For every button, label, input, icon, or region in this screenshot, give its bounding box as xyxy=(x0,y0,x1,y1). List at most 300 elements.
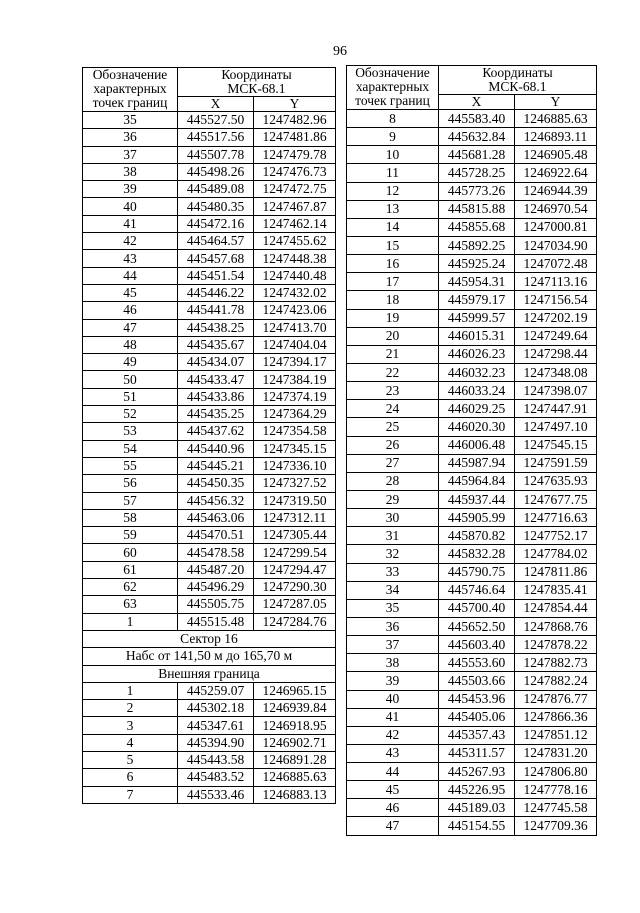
point-number-cell: 35 xyxy=(347,599,439,617)
y-coordinate-cell: 1246891.28 xyxy=(254,751,336,768)
sector-height-range: Набс от 141,50 м до 165,70 м xyxy=(83,648,336,665)
point-number-cell: 55 xyxy=(83,457,178,474)
y-coordinate-cell: 1246885.63 xyxy=(254,769,336,786)
y-coordinate-cell: 1247447.91 xyxy=(515,400,597,418)
point-number-cell: 5 xyxy=(83,751,178,768)
x-coordinate-cell: 445515.48 xyxy=(178,613,254,630)
y-coordinate-cell: 1247545.15 xyxy=(515,436,597,454)
x-coordinate-cell: 445259.07 xyxy=(178,682,254,699)
point-number-cell: 18 xyxy=(347,291,439,309)
y-coordinate-cell: 1246885.63 xyxy=(515,110,597,128)
designation-header: Обозначение характерных точек границ xyxy=(347,66,439,110)
point-number-cell: 47 xyxy=(83,319,178,336)
x-coordinate-cell: 445483.52 xyxy=(178,769,254,786)
x-coordinate-cell: 445456.32 xyxy=(178,492,254,509)
y-coordinate-cell: 1247398.07 xyxy=(515,382,597,400)
point-number-cell: 52 xyxy=(83,406,178,423)
y-coordinate-cell: 1247745.58 xyxy=(515,799,597,817)
y-coordinate-cell: 1247404.04 xyxy=(254,336,336,353)
point-number-cell: 56 xyxy=(83,475,178,492)
page-number: 96 xyxy=(333,44,347,59)
table-row xyxy=(347,327,597,345)
x-coordinate-cell: 445832.28 xyxy=(439,545,515,563)
x-coordinate-cell: 445267.93 xyxy=(439,763,515,781)
x-coordinate-cell: 445746.64 xyxy=(439,581,515,599)
table-row xyxy=(83,561,336,578)
point-number-cell: 9 xyxy=(347,128,439,146)
coordinates-header: Координаты МСК-68.1 xyxy=(178,68,336,97)
table-row xyxy=(83,457,336,474)
x-coordinate-cell: 445505.75 xyxy=(178,596,254,613)
point-number-cell: 40 xyxy=(83,198,178,215)
x-coordinate-cell: 445999.57 xyxy=(439,309,515,327)
point-number-cell: 21 xyxy=(347,345,439,363)
x-coordinate-cell: 446020.30 xyxy=(439,418,515,436)
y-coordinate-cell: 1247878.22 xyxy=(515,636,597,654)
y-coordinate-cell: 1246883.13 xyxy=(254,786,336,803)
table-row xyxy=(83,751,336,768)
table-row xyxy=(83,440,336,457)
coordinates-header: Координаты МСК-68.1 xyxy=(439,66,597,95)
point-number-cell: 59 xyxy=(83,527,178,544)
y-coordinate-cell: 1247806.80 xyxy=(515,763,597,781)
point-number-cell: 31 xyxy=(347,527,439,545)
x-coordinate-cell: 445583.40 xyxy=(439,110,515,128)
x-coordinate-cell: 445478.58 xyxy=(178,544,254,561)
x-coordinate-cell: 445443.58 xyxy=(178,751,254,768)
y-coordinate-cell: 1247202.19 xyxy=(515,309,597,327)
table-row xyxy=(347,110,597,128)
x-coordinate-cell: 445470.51 xyxy=(178,527,254,544)
table-row xyxy=(347,817,597,835)
table-row xyxy=(347,690,597,708)
x-coordinate-cell: 445496.29 xyxy=(178,579,254,596)
x-coordinate-cell: 445446.22 xyxy=(178,284,254,301)
table-row xyxy=(347,708,597,726)
y-coordinate-cell: 1247299.54 xyxy=(254,544,336,561)
y-coordinate-cell: 1246905.48 xyxy=(515,146,597,164)
y-coordinate-cell: 1247345.15 xyxy=(254,440,336,457)
point-number-cell: 12 xyxy=(347,182,439,200)
point-number-cell: 30 xyxy=(347,509,439,527)
x-coordinate-cell: 445435.25 xyxy=(178,406,254,423)
y-coordinate-cell: 1247394.17 xyxy=(254,354,336,371)
table-row xyxy=(347,128,597,146)
table-row xyxy=(347,255,597,273)
point-number-cell: 7 xyxy=(83,786,178,803)
x-coordinate-cell: 446032.23 xyxy=(439,363,515,381)
y-coordinate-cell: 1247327.52 xyxy=(254,475,336,492)
point-number-cell: 10 xyxy=(347,146,439,164)
x-coordinate-cell: 445979.17 xyxy=(439,291,515,309)
table-row xyxy=(83,181,336,198)
y-coordinate-cell: 1247423.06 xyxy=(254,302,336,319)
x-coordinate-cell: 445453.96 xyxy=(439,690,515,708)
point-number-cell: 43 xyxy=(83,250,178,267)
y-coordinate-cell: 1247778.16 xyxy=(515,781,597,799)
y-coordinate-cell: 1247851.12 xyxy=(515,726,597,744)
point-number-cell: 16 xyxy=(347,255,439,273)
table-row xyxy=(83,250,336,267)
table-row xyxy=(347,581,597,599)
y-coordinate-cell: 1247287.05 xyxy=(254,596,336,613)
table-row xyxy=(347,454,597,472)
table-row xyxy=(347,164,597,182)
table-row xyxy=(347,182,597,200)
table-row xyxy=(347,527,597,545)
y-coordinate-cell: 1246918.95 xyxy=(254,717,336,734)
table-row xyxy=(347,273,597,291)
point-number-cell: 51 xyxy=(83,388,178,405)
x-coordinate-cell: 445790.75 xyxy=(439,563,515,581)
point-number-cell: 27 xyxy=(347,454,439,472)
y-coordinate-cell: 1247384.19 xyxy=(254,371,336,388)
point-number-cell: 60 xyxy=(83,544,178,561)
x-coordinate-cell: 445451.54 xyxy=(178,267,254,284)
point-number-cell: 46 xyxy=(347,799,439,817)
y-coordinate-cell: 1247000.81 xyxy=(515,218,597,236)
point-number-cell: 39 xyxy=(347,672,439,690)
sector-title: Сектор 16 xyxy=(83,630,336,647)
y-coordinate-cell: 1246922.64 xyxy=(515,164,597,182)
y-coordinate-cell: 1247831.20 xyxy=(515,744,597,762)
x-coordinate-cell: 445553.60 xyxy=(439,654,515,672)
x-coordinate-cell: 445435.67 xyxy=(178,336,254,353)
y-coordinate-cell: 1247497.10 xyxy=(515,418,597,436)
table-row xyxy=(83,769,336,786)
table-row xyxy=(83,492,336,509)
table-row xyxy=(347,382,597,400)
point-number-cell: 4 xyxy=(83,734,178,751)
y-coordinate-cell: 1247336.10 xyxy=(254,457,336,474)
y-coordinate-cell: 1247413.70 xyxy=(254,319,336,336)
y-coordinate-cell: 1247113.16 xyxy=(515,273,597,291)
designation-header: Обозначение характерных точек границ xyxy=(83,68,178,112)
x-coordinate-cell: 445302.18 xyxy=(178,700,254,717)
table-row xyxy=(83,371,336,388)
y-coordinate-cell: 1247709.36 xyxy=(515,817,597,835)
table-row xyxy=(347,636,597,654)
point-number-cell: 39 xyxy=(83,181,178,198)
table-row xyxy=(83,544,336,561)
x-coordinate-cell: 445954.31 xyxy=(439,273,515,291)
y-coordinate-cell: 1247462.14 xyxy=(254,215,336,232)
y-coordinate-cell: 1247448.38 xyxy=(254,250,336,267)
point-number-cell: 22 xyxy=(347,363,439,381)
y-coordinate-cell: 1247455.62 xyxy=(254,233,336,250)
table-row xyxy=(83,734,336,751)
table-row xyxy=(83,129,336,146)
y-coordinate-cell: 1247290.30 xyxy=(254,579,336,596)
point-number-cell: 23 xyxy=(347,382,439,400)
y-coordinate-cell: 1247374.19 xyxy=(254,388,336,405)
table-row xyxy=(347,545,597,563)
y-coordinate-cell: 1246944.39 xyxy=(515,182,597,200)
point-number-cell: 36 xyxy=(83,129,178,146)
y-coordinate-cell: 1247249.64 xyxy=(515,327,597,345)
point-number-cell: 44 xyxy=(347,763,439,781)
x-coordinate-cell: 445434.07 xyxy=(178,354,254,371)
x-coordinate-cell: 445489.08 xyxy=(178,181,254,198)
y-column-header: Y xyxy=(254,97,336,112)
y-coordinate-cell: 1247072.48 xyxy=(515,255,597,273)
y-coordinate-cell: 1247298.44 xyxy=(515,345,597,363)
point-number-cell: 36 xyxy=(347,617,439,635)
x-coordinate-cell: 445925.24 xyxy=(439,255,515,273)
x-coordinate-cell: 446006.48 xyxy=(439,436,515,454)
point-number-cell: 41 xyxy=(347,708,439,726)
x-coordinate-cell: 445394.90 xyxy=(178,734,254,751)
x-coordinate-cell: 445815.88 xyxy=(439,200,515,218)
x-coordinate-cell: 445464.57 xyxy=(178,233,254,250)
x-coordinate-cell: 445533.46 xyxy=(178,786,254,803)
x-coordinate-cell: 445189.03 xyxy=(439,799,515,817)
x-coordinate-cell: 445905.99 xyxy=(439,509,515,527)
x-coordinate-cell: 445405.06 xyxy=(439,708,515,726)
x-coordinate-cell: 446029.25 xyxy=(439,400,515,418)
x-coordinate-cell: 445463.06 xyxy=(178,509,254,526)
x-coordinate-cell: 445433.86 xyxy=(178,388,254,405)
point-number-cell: 40 xyxy=(347,690,439,708)
y-coordinate-cell: 1247882.73 xyxy=(515,654,597,672)
point-number-cell: 49 xyxy=(83,354,178,371)
x-coordinate-cell: 445347.61 xyxy=(178,717,254,734)
point-number-cell: 37 xyxy=(347,636,439,654)
table-row xyxy=(347,291,597,309)
point-number-cell: 42 xyxy=(83,233,178,250)
point-number-cell: 25 xyxy=(347,418,439,436)
x-coordinate-cell: 445154.55 xyxy=(439,817,515,835)
table-row xyxy=(83,267,336,284)
table-row xyxy=(83,527,336,544)
x-coordinate-cell: 445437.62 xyxy=(178,423,254,440)
x-coordinate-cell: 445773.26 xyxy=(439,182,515,200)
y-coordinate-cell: 1247294.47 xyxy=(254,561,336,578)
table-row xyxy=(347,509,597,527)
x-coordinate-cell: 446033.24 xyxy=(439,382,515,400)
table-row xyxy=(83,198,336,215)
point-number-cell: 34 xyxy=(347,581,439,599)
x-coordinate-cell: 445603.40 xyxy=(439,636,515,654)
y-coordinate-cell: 1247348.08 xyxy=(515,363,597,381)
point-number-cell: 50 xyxy=(83,371,178,388)
y-coordinate-cell: 1247635.93 xyxy=(515,472,597,490)
table-row xyxy=(83,146,336,163)
table-row xyxy=(83,233,336,250)
table-row xyxy=(83,786,336,803)
x-coordinate-cell: 445632.84 xyxy=(439,128,515,146)
y-coordinate-cell: 1247479.78 xyxy=(254,146,336,163)
x-coordinate-cell: 445441.78 xyxy=(178,302,254,319)
x-coordinate-cell: 445870.82 xyxy=(439,527,515,545)
x-coordinate-cell: 445357.43 xyxy=(439,726,515,744)
x-coordinate-cell: 445728.25 xyxy=(439,164,515,182)
x-coordinate-cell: 445527.50 xyxy=(178,112,254,129)
table-row xyxy=(83,163,336,180)
point-number-cell: 38 xyxy=(347,654,439,672)
point-number-cell: 1 xyxy=(83,613,178,630)
y-coordinate-cell: 1247854.44 xyxy=(515,599,597,617)
point-number-cell: 33 xyxy=(347,563,439,581)
y-coordinate-cell: 1247284.76 xyxy=(254,613,336,630)
x-coordinate-cell: 445855.68 xyxy=(439,218,515,236)
y-coordinate-cell: 1247591.59 xyxy=(515,454,597,472)
table-row xyxy=(347,726,597,744)
x-coordinate-cell: 445987.94 xyxy=(439,454,515,472)
x-coordinate-cell: 445440.96 xyxy=(178,440,254,457)
y-coordinate-cell: 1247882.24 xyxy=(515,672,597,690)
table-row xyxy=(83,336,336,353)
table-row xyxy=(347,763,597,781)
table-row xyxy=(347,799,597,817)
table-row xyxy=(83,700,336,717)
table-row xyxy=(347,490,597,508)
y-coordinate-cell: 1246893.11 xyxy=(515,128,597,146)
y-coordinate-cell: 1247482.96 xyxy=(254,112,336,129)
point-number-cell: 43 xyxy=(347,744,439,762)
table-row xyxy=(347,672,597,690)
table-row xyxy=(83,509,336,526)
x-coordinate-cell: 445937.44 xyxy=(439,490,515,508)
x-coordinate-cell: 445498.26 xyxy=(178,163,254,180)
point-number-cell: 28 xyxy=(347,472,439,490)
table-row xyxy=(347,309,597,327)
table-row xyxy=(83,388,336,405)
x-column-header: X xyxy=(178,97,254,112)
point-number-cell: 17 xyxy=(347,273,439,291)
y-coordinate-cell: 1247305.44 xyxy=(254,527,336,544)
x-coordinate-cell: 445433.47 xyxy=(178,371,254,388)
point-number-cell: 3 xyxy=(83,717,178,734)
table-row xyxy=(83,284,336,301)
point-number-cell: 42 xyxy=(347,726,439,744)
y-coordinate-cell: 1247354.58 xyxy=(254,423,336,440)
table-row xyxy=(347,146,597,164)
point-number-cell: 32 xyxy=(347,545,439,563)
table-row xyxy=(83,406,336,423)
x-coordinate-cell: 445480.35 xyxy=(178,198,254,215)
x-coordinate-cell: 446015.31 xyxy=(439,327,515,345)
point-number-cell: 45 xyxy=(83,284,178,301)
x-coordinate-cell: 445450.35 xyxy=(178,475,254,492)
table-row xyxy=(347,218,597,236)
table-row xyxy=(347,744,597,762)
y-coordinate-cell: 1247868.76 xyxy=(515,617,597,635)
table-row xyxy=(347,400,597,418)
table-row xyxy=(83,579,336,596)
x-coordinate-cell: 445507.78 xyxy=(178,146,254,163)
x-coordinate-cell: 445892.25 xyxy=(439,236,515,254)
y-coordinate-cell: 1247481.86 xyxy=(254,129,336,146)
y-coordinate-cell: 1247364.29 xyxy=(254,406,336,423)
y-coordinate-cell: 1247677.75 xyxy=(515,490,597,508)
table-row xyxy=(83,215,336,232)
point-number-cell: 1 xyxy=(83,682,178,699)
point-number-cell: 54 xyxy=(83,440,178,457)
table-row xyxy=(347,563,597,581)
x-coordinate-cell: 445652.50 xyxy=(439,617,515,635)
y-coordinate-cell: 1247440.48 xyxy=(254,267,336,284)
x-coordinate-cell: 445487.20 xyxy=(178,561,254,578)
point-number-cell: 29 xyxy=(347,490,439,508)
point-number-cell: 53 xyxy=(83,423,178,440)
y-coordinate-cell: 1246970.54 xyxy=(515,200,597,218)
table-row xyxy=(83,613,336,630)
x-coordinate-cell: 445517.56 xyxy=(178,129,254,146)
y-coordinate-cell: 1247156.54 xyxy=(515,291,597,309)
x-coordinate-cell: 445964.84 xyxy=(439,472,515,490)
table-row xyxy=(347,599,597,617)
x-column-header: X xyxy=(439,95,515,110)
y-coordinate-cell: 1246902.71 xyxy=(254,734,336,751)
y-coordinate-cell: 1247716.63 xyxy=(515,509,597,527)
table-row xyxy=(83,682,336,699)
point-number-cell: 6 xyxy=(83,769,178,786)
table-row xyxy=(347,617,597,635)
y-coordinate-cell: 1247467.87 xyxy=(254,198,336,215)
point-number-cell: 15 xyxy=(347,236,439,254)
x-coordinate-cell: 445472.16 xyxy=(178,215,254,232)
point-number-cell: 47 xyxy=(347,817,439,835)
point-number-cell: 13 xyxy=(347,200,439,218)
sector-title-row xyxy=(83,630,336,647)
y-coordinate-cell: 1247876.77 xyxy=(515,690,597,708)
table-row xyxy=(347,418,597,436)
sector-boundary-label-row xyxy=(83,665,336,682)
point-number-cell: 26 xyxy=(347,436,439,454)
y-coordinate-cell: 1247312.11 xyxy=(254,509,336,526)
point-number-cell: 46 xyxy=(83,302,178,319)
table-row xyxy=(347,654,597,672)
y-coordinate-cell: 1247319.50 xyxy=(254,492,336,509)
table-row xyxy=(83,596,336,613)
table-row xyxy=(83,354,336,371)
x-coordinate-cell: 445457.68 xyxy=(178,250,254,267)
point-number-cell: 58 xyxy=(83,509,178,526)
table-row xyxy=(347,363,597,381)
table-row xyxy=(347,472,597,490)
y-coordinate-cell: 1247835.41 xyxy=(515,581,597,599)
y-coordinate-cell: 1247034.90 xyxy=(515,236,597,254)
table-row xyxy=(83,319,336,336)
table-row xyxy=(347,345,597,363)
x-coordinate-cell: 445700.40 xyxy=(439,599,515,617)
table-row xyxy=(83,112,336,129)
point-number-cell: 48 xyxy=(83,336,178,353)
point-number-cell: 41 xyxy=(83,215,178,232)
table-row xyxy=(347,781,597,799)
y-coordinate-cell: 1247752.17 xyxy=(515,527,597,545)
x-coordinate-cell: 445503.66 xyxy=(439,672,515,690)
y-coordinate-cell: 1246939.84 xyxy=(254,700,336,717)
sector-boundary-label: Внешняя граница xyxy=(83,665,336,682)
table-row xyxy=(83,475,336,492)
x-coordinate-cell: 445681.28 xyxy=(439,146,515,164)
point-number-cell: 8 xyxy=(347,110,439,128)
table-row xyxy=(347,436,597,454)
y-coordinate-cell: 1246965.15 xyxy=(254,682,336,699)
x-coordinate-cell: 445311.57 xyxy=(439,744,515,762)
table-row xyxy=(83,423,336,440)
right-coordinates-table xyxy=(346,65,596,836)
point-number-cell: 20 xyxy=(347,327,439,345)
point-number-cell: 62 xyxy=(83,579,178,596)
point-number-cell: 38 xyxy=(83,163,178,180)
x-coordinate-cell: 445445.21 xyxy=(178,457,254,474)
point-number-cell: 2 xyxy=(83,700,178,717)
x-coordinate-cell: 446026.23 xyxy=(439,345,515,363)
y-coordinate-cell: 1247784.02 xyxy=(515,545,597,563)
